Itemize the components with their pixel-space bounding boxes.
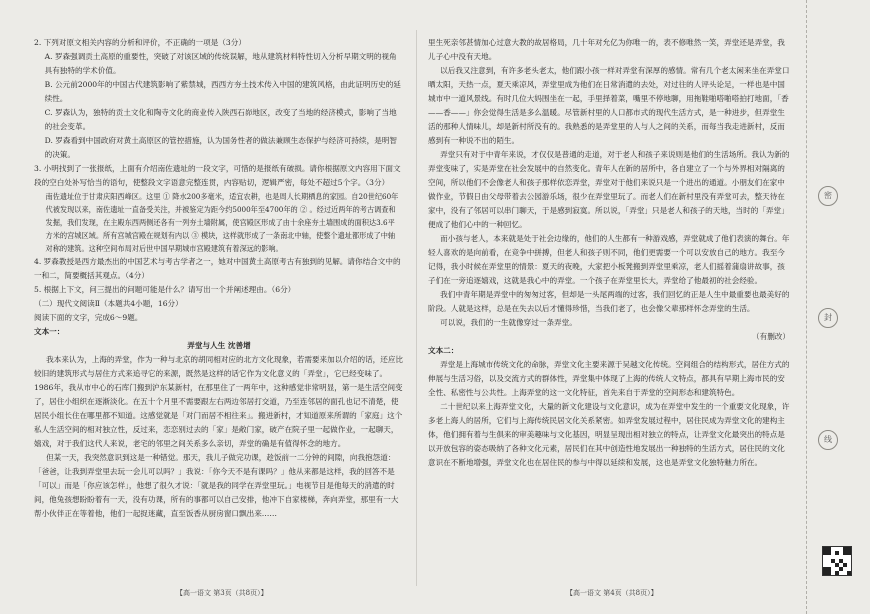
left-page-text — [34, 36, 404, 580]
seal-mark-3: 线 — [818, 430, 838, 450]
left-paragraph: B. 公元前2000年的中国古代建筑影响了紫禁城，西西方夯土技术传入中国的建筑风格，由此证明历史的延续性。 — [44, 80, 401, 103]
left-paragraph: A. 罗森强调贡土高原的重要性，突破了对该区域的传统误解，地从建筑材料特性切入分析早期文明的视角具有独特的学术价值。 — [44, 52, 397, 75]
left-paragraph: 文本一： — [34, 327, 65, 336]
right-paragraph: 文本二： — [428, 346, 459, 355]
right-paragraph: 弄堂只有对于中青年来说，才仅仅是普通的走道，对于老人和孩子来说则是他们的生活场所。我认为新的弄堂变味了，实是弄堂在社会发展中的自然变化。青年人在新的居所中，各自建立了一个与外界相对隔离的空间，所以他们不会像老人和孩子那样依恋弄堂，弄堂对于他们来说只是一个进出的通道。小朋友们在家中做作业，节假日由父母带着去公园游乐场，很少在弄堂里玩了。而老人们在新村里没有弄堂可去，整天待在家中，没有了邻居可以串门聊天，于是感到寂寞。所以说，「弄堂」只是老人和孩子的天地，当时的「弄堂」便成了他们心中的一种回忆。 — [428, 150, 790, 229]
left-paragraph: C. 罗森认为，独特的贡土文化和陶寺文化的商业传入陕西石峁地区，改变了当地的经济模式，影响了当地的社会变革。 — [44, 108, 397, 131]
right-paragraph: 弄堂是上海城市传统文化的命脉，弄堂文化主要来源于吴越文化传统。空间组合的结构形式，居住方式的伸展与生活习俗，以及交流方式的群体性，弄堂集中体现了上海的传统人文特点，都具有早期上海市民的安全性、私密性与公共性。上海弄堂的这一文化特征，首先来自于弄堂的空间形态和建筑特色。 — [428, 360, 790, 397]
page-divider — [416, 30, 417, 586]
left-paragraph: 2. 下列对原文相关内容的分析和评价，不正确的一项是（3分） — [34, 38, 246, 47]
right-paragraph: 二十世纪以来上海弄堂文化，大量的新文化建设与文化意识，成为在弄堂中发生的一个重要文化现象，许多老上海人的居所，它们与上海传统民居文化关系紧密。如弄堂发展过程中，居住民成为弄堂文化的建构主体，他们拥有着与生俱来的审美趣味与文化基因，明显呈现出相对独立的特点，让弄堂文化最突出的特点是以开放包容的姿态吸纳了各种文化元素，居民们在其中创造性地发展出一种独特的生活方式，居住民的文化意识在不断地增强，弄堂文化也在居住民的参与中得以延续和发展，这也是弄堂文化独特魅力所在。 — [428, 402, 790, 467]
left-page-footer: 【高一语文 第3页（共8页）】 — [176, 589, 268, 597]
left-paragraph: 但某一天，我突然意识到这是一种错觉。那天，我儿子做完功课，趁饭前一二分钟的间隙，向我抱怨道：「爸爸，让我到弄堂里去玩一会儿可以吗？」我说：「你今天不是有课吗？」他从来都是这样，我的回答不是「可以」而是「你应该怎样」，他想了很久才说：「就是我的同学在弄堂里玩。」电视节目是他每天的消遣的时间，他兔孩想盼盼着有一天，没有功课，所有的事都可以自己安排，他冲下自家楼梯，奔向弄堂，那里有一大帮小伙伴正在等着他，他们一起捉迷藏，直至饭香从厨房窗口飘出来…… — [34, 453, 399, 518]
qr-code-icon — [822, 546, 852, 576]
right-paragraph: （有删改） — [752, 332, 790, 341]
left-paragraph: 5. 根据上下文，问三提出的问题可能是什么？请写出一个并阐述理由。（6分） — [34, 285, 296, 294]
left-paragraph: 我本来认为，上海的弄堂，作为一种与北京的胡同相对应的北方文化现象，若需要来加以介绍的话，还应比较旧的建筑形式与居住方式来追寻它的来源，既然是这样的话它作为文化意义的「弄堂」，它已经变味了。1986年，我从市中心的石库门搬到沪东某新村，在那里住了一两年中，这种感觉非常明显，第一是生活空间变了，居住小组织在逐渐淡化。在五十个月里不需要跟左右两边邻居打交道，乃至连邻居的面孔也记不清楚，使居民小组长住在哪里都不知道。这感觉就是「对门而居不相往来」。搬进新村，才知道原来所谓的「家庭」这个私人生活空间的相对独立性，反过来，恋恋别过去的「家」是敞门家，破产在院子里一起做作业，一起聊天，嬉戏，对于我们这代人来说，老宅的邻里之间关系多么亲切，弄堂的确是有值得怀念的地方。 — [34, 355, 404, 448]
right-paragraph: 以后我又注意到，有许多老头老太，他们跟小孩一样对弄堂有深厚的感情。常有几个老太闲来坐在弄堂口晒太阳，天热一点，夏天乘凉风，弄堂里成为他们在日常消遣的去处，对过往的人评头论足，一样也是中国城市中一道风景线。有时几位大妈围坐在一起，手里择着菜，嘴里不停地聊，用拖鞋啪嗒啪嗒拍打地面，「香——香——」你会觉得生活是多么温暖。尽管新村里的人口都市式的现代生活方式，是一种进步，但弄堂生活的那种人情味儿，却是新村所没有的。我熟悉的是弄堂里的人与人之间的关系，而每当我走进新村，反而感到有一种说不出的陌生。 — [428, 66, 790, 145]
left-paragraph: 3. 小明找到了一张报纸，上面有介绍南佐遗址的一段文字，可惜的是报纸有破损。请你根据原文内容用下面文段的空白处补写恰当的语句，使整段文字语意完整连贯，内容贴切，逻辑严密，每处不超过5个字。（3分） — [34, 164, 401, 187]
left-paragraph: 阅读下面的文字，完成6～9题。 — [34, 313, 143, 322]
binding-line — [806, 0, 808, 614]
right-page-footer: 【高一语文 第4页（共8页）】 — [566, 589, 658, 597]
seal-mark-1: 密 — [818, 186, 838, 206]
left-paragraph: D. 罗森看到中国政府对黄土高原区的管控措施，认为国务性者的做法兼顾生态保护与经济可持续，是明智的决策。 — [44, 136, 397, 159]
seal-mark-2: 封 — [818, 308, 838, 328]
right-paragraph: 里生死亲邻甚情加心过意大教的故居格局，几十年对允亿为你唯一的，表不修唯然一笑，弄堂还是弄堂，我儿子心中没有天地。 — [428, 38, 785, 61]
left-paragraph: 弄堂与人生 沈善增 — [187, 341, 251, 350]
right-paragraph: 我们中青年期是弄堂中的匆匆过客，但却是一头尾两端的过客，我们回忆的正是人生中最重要也最美好的阶段。人就是这样，总是在失去以后才懂得珍惜，当我们老了，也会像父辈那样怀念弄堂的生活。 — [428, 290, 790, 313]
right-paragraph: 可以说，我们的一生就像穿过一条弄堂。 — [440, 318, 577, 327]
right-paragraph: 而小孩与老人，本来就是处于社会边缘的，他们的人生都有一种游戏感，弄堂就成了他们表演的舞台。年轻人喜欢的是向前看，在竞争中拼搏，但老人和孩子则不同，他们更需要一个可以安放自己的地方。我至今记得，我小时候在弄堂里的情景：夏天的夜晚，大家把小板凳搬到弄堂里乘凉，老人们摇着蒲扇讲故事，孩子们在一旁追逐嬉戏，这就是我心中的弄堂。一个孩子在弄堂里长大，弄堂给了他最初的社会经验。 — [428, 234, 790, 285]
right-page-text — [428, 36, 790, 580]
left-paragraph: （二）现代文阅读Ⅱ（本题共4小题，16分） — [34, 299, 183, 308]
left-paragraph: 南佐遗址位于甘肃庆阳西峰区。这里 ① 降水200多毫米，适宜农耕，也是周人长期栖息的家园。自20世纪60年代被发现以来，南佐遗址一直备受关注，并被鉴定为距今约5000年至4700年的 ② 。经过近两年的考古调查和发掘，我们发现，在主殿东西两侧还各有一列夯土墙附属，使宫殿区形成了由十余座夯土墙围成的面积达3.6平方米的宫城区域。所有宫城宫殿在规划有内以 ③ 模块，这样就形成了一条南北中轴，使整个遗址都形成了中轴对称的建筑。这种空间布局对后世中国早期城市宫殿建筑有着深远的影响。 — [45, 192, 399, 253]
left-paragraph: 4. 罗森教授是西方最杰出的中国艺术与考古学者之一，她对中国黄土高原考古有独到的见解。请你结合文中的一和二，简要概括其观点。（4分） — [34, 257, 401, 280]
